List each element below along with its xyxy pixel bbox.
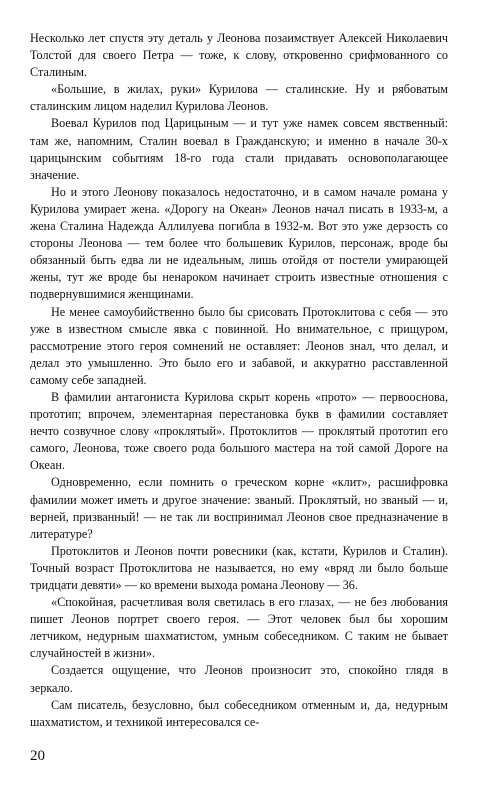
paragraph: Несколько лет спустя эту деталь у Леонова позаимствует Алексей Николаевич Толстой для своего Петра — тоже, к слову, откровенно срифмованного со Сталиным. [30,31,448,80]
paragraph: Протоклитов и Леонов почти ровесники (как, кстати, Курилов и Сталин). Точный возраст Протоклитова не называется, но ему «вряд ли было больше тридцати девяти» — ко времени выхода романа Леонову — 36. [30,543,448,592]
paragraph: Не менее самоубийственно было бы срисовать Протоклитова с себя — это уже в известном смысле явка с повинной. Но внимательное, с прищуром, рассмотрение этого героя сомнений не оставляет: Леонов знал, что делал, и делал это умышленно. Это было его и забавой, и аккуратно расставленной самому себе западней. [30,304,448,387]
body-text [30,30,448,731]
paragraph: Но и этого Леонову показалось недостаточно, и в самом начале романа у Курилова умирает жена. «Дорогу на Океан» Леонов начал писать в 1933-м, а жена Сталина Надежда Аллилуева погибла в 1932-м. Вот это уже дерзость со стороны Леонова — тем более что большевик Курилов, персонаж, вроде бы обязанный быть едва ли не идеальным, лишь отойдя от постели умирающей жены, тут же вроде бы ненароком начинает строить известные отношения с подвернувшимися женщинами. [30,184,448,302]
paragraph: «Спокойная, расчетливая воля светилась в его глазах, — не без любования пишет Леонов портрет своего героя. — Этот человек был бы хорошим летчиком, недурным шахматистом, умным собеседником. С таким не бывает случайностей в жизни». [30,595,448,661]
paragraph: Создается ощущение, что Леонов произносит это, спокойно глядя в зеркало. [30,663,448,695]
paragraph: В фамилии антагониста Курилова скрыт корень «прото» — первооснова, прототип; впрочем, элементарная перестановка букв в фамилии составляет нечто созвучное слову «проклятый». Протоклитов — проклятый прототип его самого, Леонова, тоже своего рода большого мастера на той самой Дороге на Океан. [30,389,448,473]
paragraph: Воевал Курилов под Царицыным — и тут уже намек совсем явственный: там же, напомним, Сталин воевал в Гражданскую; и именно в начале 30-х царицынским событиям 18-го года стали придавать основополагающее значение. [30,116,448,182]
paragraph: Одновременно, если помнить о греческом корне «клит», расшифровка фамилии может иметь и другое значение: званый. Проклятый, но званый — и, верней, призванный! — не так ли воспринимал Леонов свое предназначение в литературе? [30,475,448,541]
paragraph: Сам писатель, безусловно, был собеседником отменным и, да, недурным шахматистом, и техникой интересовался се- [30,697,448,729]
page-number: 20 [30,748,45,764]
paragraph: «Большие, в жилах, руки» Курилова — сталинские. Ну и рябоватым сталинским лицом наделил Курилова Леонов. [30,82,448,114]
